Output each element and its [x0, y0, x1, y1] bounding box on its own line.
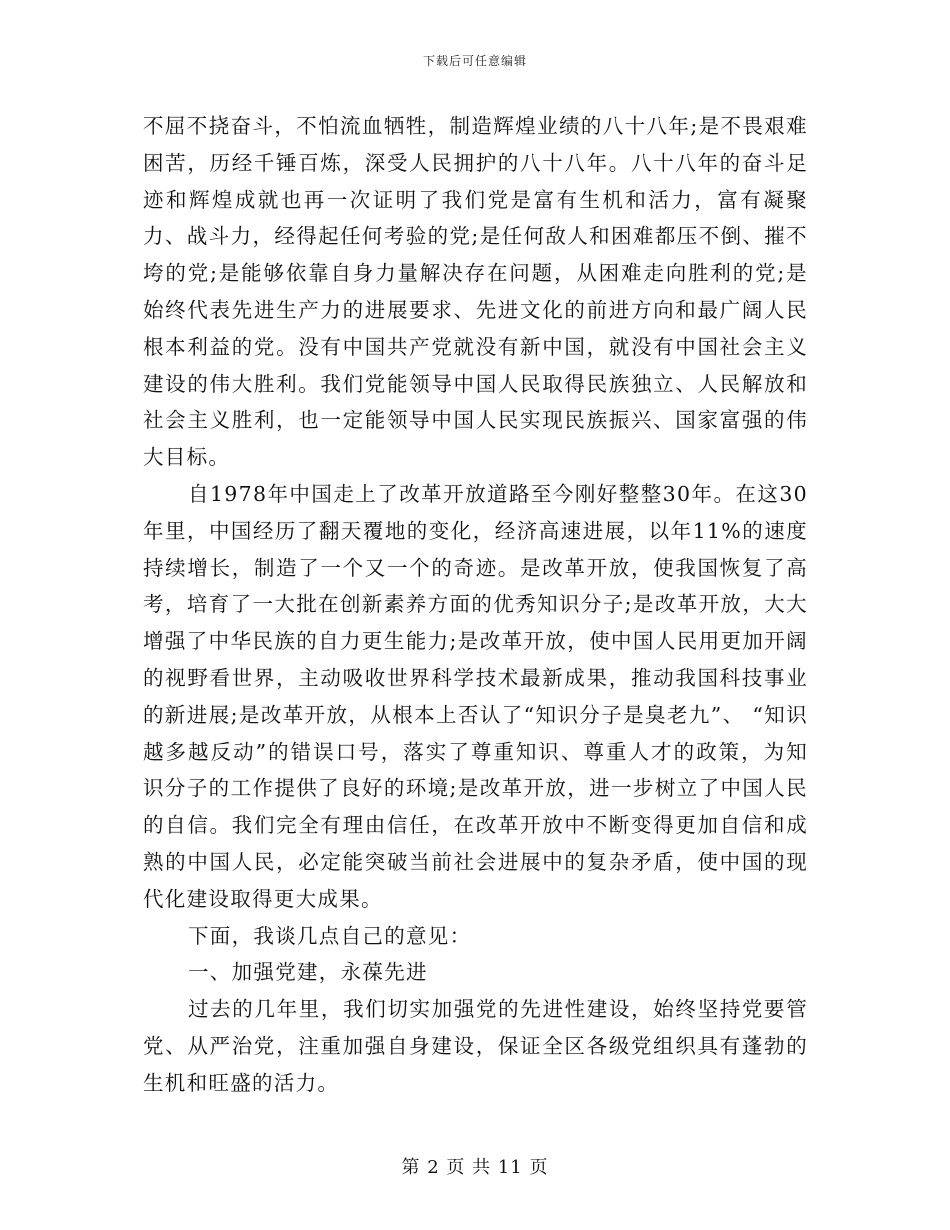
paragraph-reform-opening: 自1978年中国走上了改革开放道路至今刚好整整30年。在这30年里，中国经历了翻天覆地的变化，经济高速进展，以年11%的速度持续增长，制造了一个又一个的奇迹。是改革开放，使我国恢复了高考，培育了一大批在创新素养方面的优秀知识分子;是改革开放，大大增强了中华民族的自力更生能力;是改革开放，使中国人民用更加开阔的视野看世界，主动吸收世界科学技术最新成果，推动我国科技事业的新进展;是改革开放，从根本上否认了“知识分子是臭老九”、 “知识越多越反动”的错误口号，落实了尊重知识、尊重人才的政策，为知识分子的工作提供了良好的环境;是改革开放，进一步树立了中国人民的自信。我们完全有理由信任，在改革开放中不断变得更加自信和成熟的中国人民，必定能突破当前社会进展中的复杂矛盾，使中国的现代化建设取得更大成果。 [143, 481, 808, 911]
paragraph-opinion-intro: 下面，我谈几点自己的意见： [188, 923, 472, 948]
page-number-footer: 第 2 页 共 11 页 [401, 1157, 549, 1178]
page-header: 下载后可任意编辑 [422, 54, 527, 68]
document-body [143, 108, 808, 1102]
paragraph-continuation: 不屈不挠奋斗，不怕流血牺牲，制造辉煌业绩的八十八年;是不畏艰难困苦，历经千锤百炼，深受人民拥护的八十八年。八十八年的奋斗足迹和辉煌成就也再一次证明了我们党是富有生机和活力，富有凝聚力、战斗力，经得起任何考验的党;是任何敌人和困难都压不倒、摧不垮的党;是能够依靠自身力量解决存在问题，从困难走向胜利的党;是始终代表先进生产力的进展要求、先进文化的前进方向和最广阔人民根本利益的党。没有中国共产党就没有新中国，就没有中国社会主义建设的伟大胜利。我们党能领导中国人民取得民族独立、人民解放和社会主义胜利，也一定能领导中国人民实现民族振兴、国家富强的伟大目标。 [143, 114, 808, 470]
paragraph-party-building: 过去的几年里，我们切实加强党的先进性建设，始终坚持党要管党、从严治党，注重加强自身建设，保证全区各级党组织具有蓬勃的生机和旺盛的活力。 [143, 997, 808, 1095]
section-heading-party-building: 一、加强党建，永葆先进 [188, 960, 428, 985]
